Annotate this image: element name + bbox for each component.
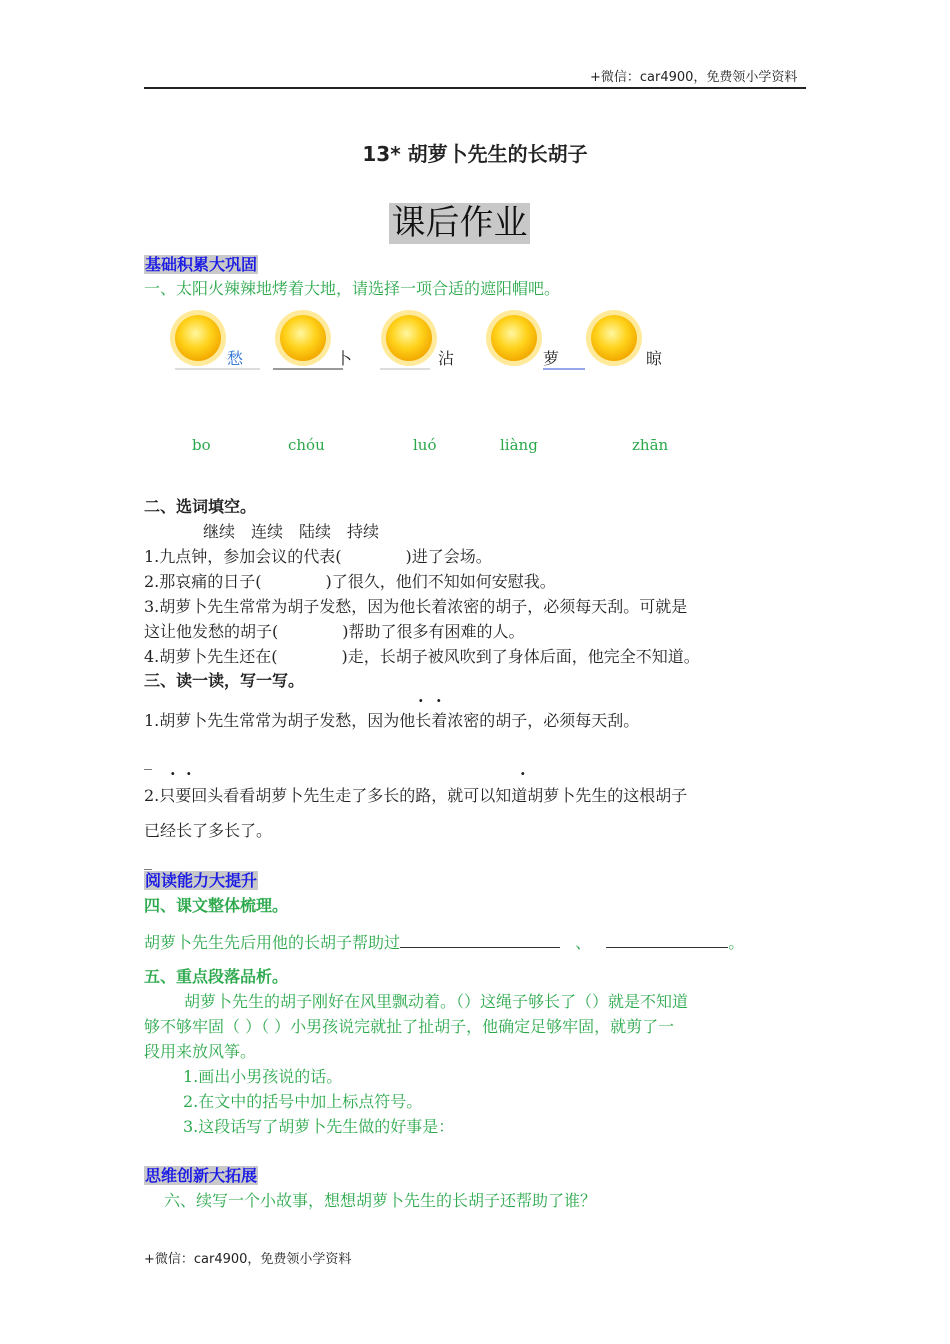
section-basic-heading [144,252,258,275]
q4-line [144,930,744,955]
q3-sentence-2b: 已经长了多长了。 [144,821,273,840]
section-thinking-heading [144,1163,258,1186]
emphasis-dot: · [418,691,424,710]
q4-end: 。 [728,933,745,952]
section-reading-heading [144,868,258,891]
q5-para-line-1: 胡萝卜先生的胡子刚好在风里飘动着。（）这绳子够长了（）就是不知道 [184,992,689,1011]
q4-blank-2[interactable] [606,931,728,948]
sun-icon [486,310,542,366]
q3-heading: 三、读一读，写一写。 [144,671,305,690]
pinyin-4: liàng [500,436,538,454]
homework-label: 课后作业 [389,203,530,244]
q3-sentence-2a: 2.只要回头看看胡萝卜先生走了多长的路，就可以知道胡萝卜先生的这根胡子 [144,786,688,805]
q5-para-line-2: 够不够牢固（ ）（ ）小男孩说完就扯了扯胡子，他确定足够牢固，就剪了一 [144,1017,675,1036]
section-thinking-label: 思维创新大拓展 [145,1166,258,1185]
section-basic-label: 基础积累大巩固 [145,255,258,274]
pinyin-3: luó [413,436,437,454]
q5-item-2: 2.在文中的括号中加上标点符号。 [183,1092,423,1111]
header-rule [144,87,806,89]
q6-prompt: 六、续写一个小故事，想想胡萝卜先生的长胡子还帮助了谁？ [164,1191,597,1210]
q5-heading: 五、重点段落品析。 [144,967,289,986]
q1-prompt: 一、太阳火辣辣地烤着大地，请选择一项合适的遮阳帽吧。 [144,279,561,298]
q3-answer-blank-2: _ [144,851,152,870]
q5-item-1: 1.画出小男孩说的话。 [183,1067,343,1086]
hat-char-3: 沾 [438,349,455,368]
hat-char-1: 愁 [227,349,244,368]
pinyin-2: chóu [288,436,325,454]
emphasis-dot: · [186,764,192,783]
pinyin-1: bo [192,436,211,454]
q2-item-4: 4.胡萝卜先生还在( )走，长胡子被风吹到了身体后面，他完全不知道。 [144,647,700,666]
q4-heading: 四、课文整体梳理。 [144,896,289,915]
section-reading-label: 阅读能力大提升 [145,871,258,890]
q2-item-3a: 3.胡萝卜先生常常为胡子发愁，因为他长着浓密的胡子，必须每天刮。可就是 [144,597,688,616]
hat-char-4: 萝 [543,349,560,368]
q4-text: 胡萝卜先生先后用他的长胡子帮助过 [144,933,401,952]
sun-icon [275,310,331,366]
q4-blank-1[interactable] [400,931,560,948]
sun-icon [381,310,437,366]
q3-sentence-1: 1.胡萝卜先生常常为胡子发愁，因为他长着浓密的胡子，必须每天刮。 [144,711,640,730]
q2-item-2: 2.那哀痛的日子( )了很久，他们不知如何安慰我。 [144,572,556,591]
emphasis-dot: · [436,691,442,710]
header-watermark: +微信：car4900，免费领小学资料 [590,70,798,85]
q3-answer-blank-1: _ [144,751,152,770]
hat-char-5: 晾 [646,349,663,368]
hat-char-2: 卜 [336,349,353,368]
q2-word-bank: 继续 连续 陆续 持续 [203,522,380,541]
q2-item-3b: 这让他发愁的胡子( )帮助了很多有困难的人。 [144,622,525,641]
pinyin-5: zhān [632,436,669,454]
emphasis-dot: · [520,764,526,783]
q5-item-3: 3.这段话写了胡萝卜先生做的好事是： [183,1117,455,1136]
q2-item-1: 1.九点钟，参加会议的代表( )进了会场。 [144,547,492,566]
emphasis-dot: · [170,764,176,783]
footer-watermark: +微信：car4900，免费领小学资料 [144,1252,352,1267]
page-title: 13* 胡萝卜先生的长胡子 [362,142,588,166]
q2-heading: 二、选词填空。 [144,497,257,516]
q4-separator: 、 [575,933,592,952]
q5-para-line-3: 段用来放风筝。 [144,1042,257,1061]
sun-icon [170,310,226,366]
sun-icon [586,310,642,366]
